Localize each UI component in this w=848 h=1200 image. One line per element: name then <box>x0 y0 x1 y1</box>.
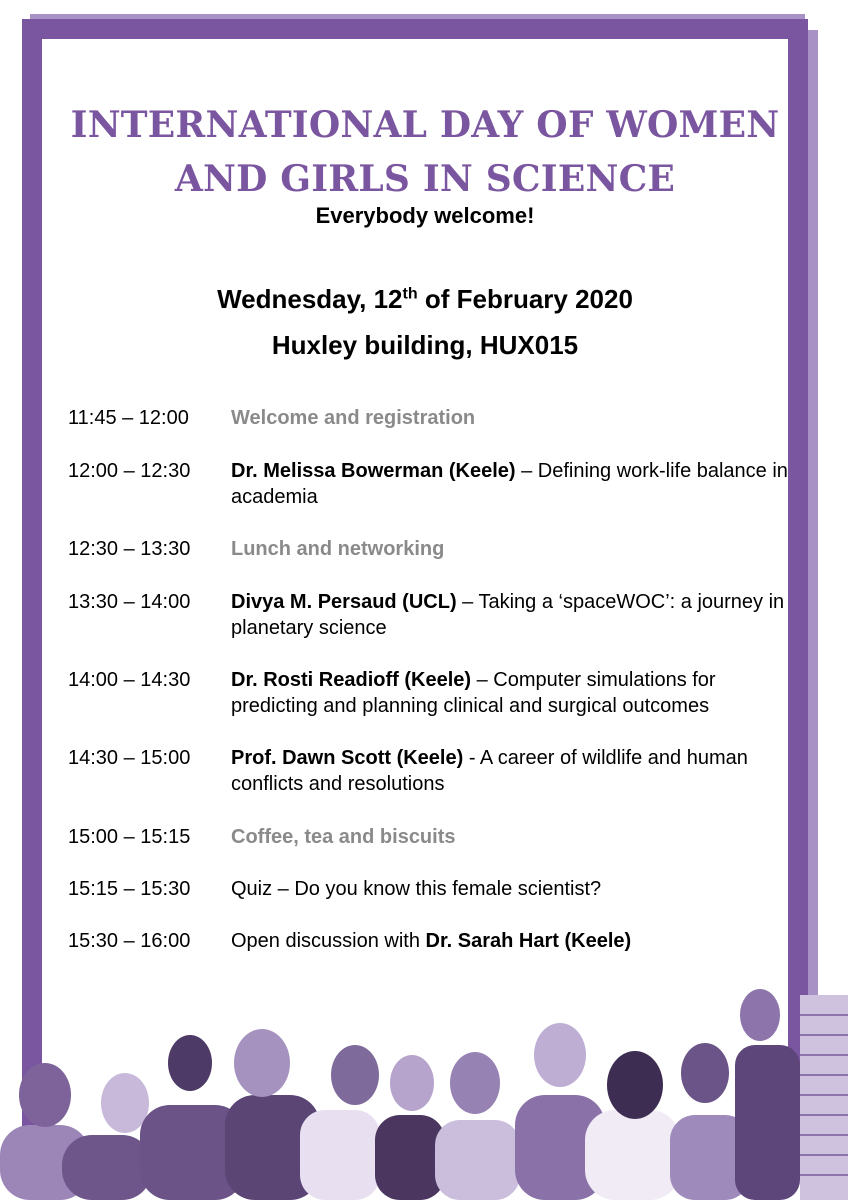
schedule-time: 14:00 – 14:30 <box>68 669 191 691</box>
schedule-time: 11:45 – 12:00 <box>68 407 189 429</box>
schedule-time: 13:30 – 14:00 <box>68 591 191 613</box>
schedule-text <box>231 928 798 954</box>
speaker-name: Dr. Melissa Bowerman (Keele) <box>231 460 516 482</box>
schedule-talk <box>231 667 798 719</box>
title-line-2: AND GIRLS IN SCIENCE <box>174 158 676 200</box>
figure-5 <box>300 1045 380 1200</box>
schedule-time: 12:00 – 12:30 <box>68 460 191 482</box>
event-venue: Huxley building, HUX015 <box>271 330 579 360</box>
date-ordinal: th <box>402 285 418 303</box>
discussion-text: Open discussion with <box>231 930 426 952</box>
schedule-talk <box>231 745 798 797</box>
schedule-talk <box>231 458 798 510</box>
schedule-time: 15:00 – 15:15 <box>68 826 191 848</box>
talk-title: – Taking a ‘spaceWOC’: a journey in planetary science <box>231 591 785 639</box>
frame-shadow <box>808 30 818 1030</box>
date-prefix: Wednesday, 12 <box>217 284 403 314</box>
schedule-break-title: Coffee, tea and biscuits <box>231 826 456 848</box>
figure-6 <box>375 1055 445 1200</box>
figure-7 <box>435 1052 520 1200</box>
women-scientists-photo-collage <box>0 985 848 1200</box>
talk-title: – Defining work-life balance in academia <box>231 460 788 508</box>
schedule-talk <box>231 589 798 641</box>
schedule-time: 15:15 – 15:30 <box>68 878 191 900</box>
speaker-name: Prof. Dawn Scott (Keele) <box>231 747 464 769</box>
scientist-figures <box>0 989 800 1200</box>
date-rest: of February 2020 <box>417 284 633 314</box>
speaker-name: Dr. Sarah Hart (Keele) <box>425 930 632 952</box>
talk-title: – Computer simulations for predicting and planning clinical and surgical outcomes <box>231 669 716 717</box>
schedule-time: 14:30 – 15:00 <box>68 747 191 769</box>
schedule-break-title: Welcome and registration <box>231 407 476 429</box>
figure-9 <box>585 1051 680 1200</box>
title-line-1: INTERNATIONAL DAY OF WOMEN <box>70 104 780 146</box>
book-stack-image <box>800 995 848 1200</box>
speaker-name: Divya M. Persaud (UCL) <box>231 591 457 613</box>
speaker-name: Dr. Rosti Readioff (Keele) <box>231 669 472 691</box>
welcome-text: Everybody welcome! <box>315 203 535 228</box>
schedule-time: 15:30 – 16:00 <box>68 930 191 952</box>
schedule-break-title: Lunch and networking <box>231 538 445 560</box>
figure-11 <box>735 989 800 1200</box>
schedule-text: Quiz – Do you know this female scientist? <box>231 878 602 900</box>
schedule-time: 12:30 – 13:30 <box>68 538 191 560</box>
talk-title: - A career of wildlife and human conflicts and resolutions <box>231 747 748 795</box>
event-date <box>42 284 808 315</box>
poster-title <box>42 98 808 206</box>
